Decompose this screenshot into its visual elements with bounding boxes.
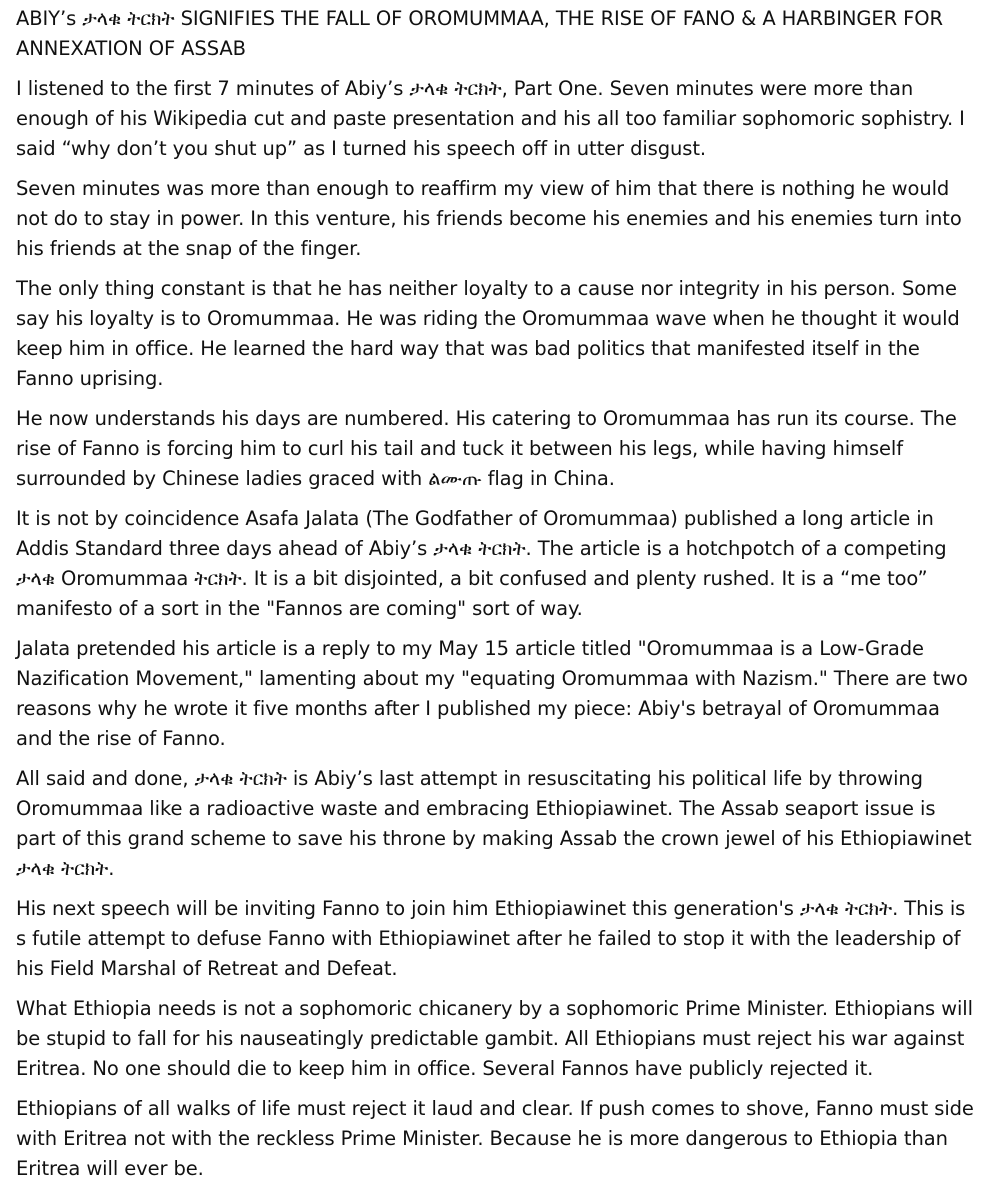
article-paragraph-7: All said and done, ታላቁ ትርክት is Abiy’s last attempt in resuscitating his political life by throwing Oromummaa like a radioactive waste and embracing Ethiopiawinet. The Assab seaport issue is part of this grand scheme to save his throne by making Assab the crown jewel of his Ethiopiawinet ታላቁ ትርክት.	[16, 767, 972, 880]
article	[16, 4, 976, 1184]
article-paragraph-8: His next speech will be inviting Fanno to join him Ethiopiawinet this generation's ታላቁ ትርክት. This is s futile attempt to defuse Fanno with Ethiopiawinet after he failed to stop it with the leadership of his Field Marshal of Retreat and Defeat.	[16, 897, 966, 980]
article-paragraph-10: Ethiopians of all walks of life must reject it laud and clear. If push comes to shove, Fanno must side with Eritrea not with the reckless Prime Minister. Because he is more dangerous to Ethiopia than Eritrea will ever be.	[16, 1097, 974, 1180]
article-paragraph-5: It is not by coincidence Asafa Jalata (The Godfather of Oromummaa) published a long article in Addis Standard three days ahead of Abiy’s ታላቁ ትርክት. The article is a hotchpotch of a competing ታላቁ Oromummaa ትርክት. It is a bit disjointed, a bit confused and plenty rushed. It is a “me too” manifesto of a sort in the "Fannos are coming" sort of way.	[16, 507, 947, 620]
article-paragraph-1: I listened to the first 7 minutes of Abiy’s ታላቁ ትርክት, Part One. Seven minutes were more than enough of his Wikipedia cut and paste presentation and his all too familiar sophomoric sophistry. I said “why don’t you shut up” as I turned his speech off in utter disgust.	[16, 77, 965, 160]
article-title: ABIY’s ታላቁ ትርክት SIGNIFIES THE FALL OF OROMUMMAA, THE RISE OF FANO & A HARBINGER FOR ANNEXATION OF ASSAB	[16, 7, 943, 60]
article-paragraph-3: The only thing constant is that he has neither loyalty to a cause nor integrity in his person. Some say his loyalty is to Oromummaa. He was riding the Oromummaa wave when he thought it would keep him in office. He learned the hard way that was bad politics that manifested itself in the Fanno uprising.	[16, 277, 960, 390]
article-paragraph-9: What Ethiopia needs is not a sophomoric chicanery by a sophomoric Prime Minister. Ethiopians will be stupid to fall for his nauseatingly predictable gambit. All Ethiopians must reject his war against Eritrea. No one should die to keep him in office. Several Fannos have publicly rejected it.	[16, 997, 973, 1080]
article-paragraph-6: Jalata pretended his article is a reply to my May 15 article titled "Oromummaa is a Low-Grade Nazification Movement," lamenting about my "equating Oromummaa with Nazism." There are two reasons why he wrote it five months after I published my piece: Abiy's betrayal of Oromummaa and the rise of Fanno.	[16, 637, 968, 750]
article-paragraph-4: He now understands his days are numbered. His catering to Oromummaa has run its course. The rise of Fanno is forcing him to curl his tail and tuck it between his legs, while having himself surrounded by Chinese ladies graced with ልሙጡ flag in China.	[16, 407, 957, 490]
article-paragraph-2: Seven minutes was more than enough to reaffirm my view of him that there is nothing he would not do to stay in power. In this venture, his friends become his enemies and his enemies turn into his friends at the snap of the finger.	[16, 177, 962, 260]
